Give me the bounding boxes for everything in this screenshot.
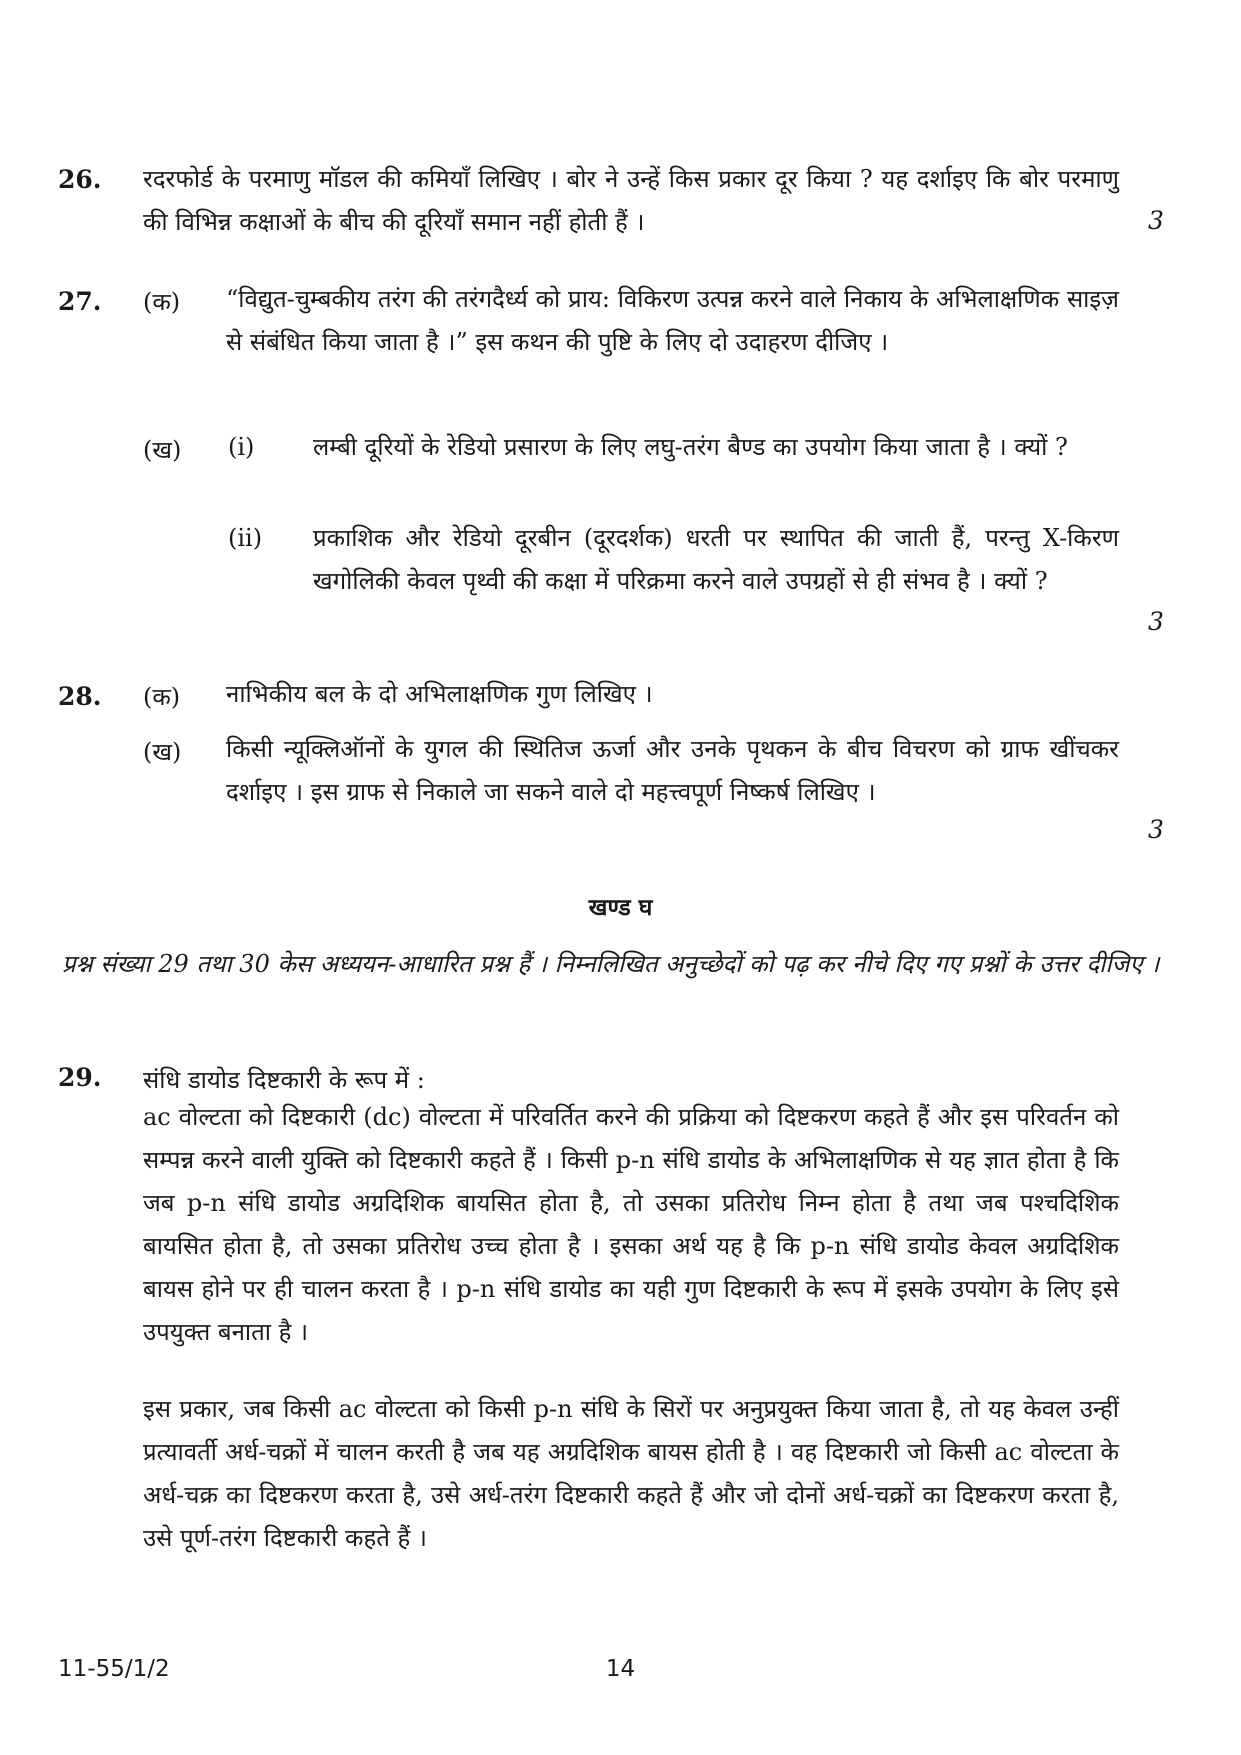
question-number-27: 27. xyxy=(58,287,102,316)
question-28a-text: नाभिकीय बल के दो अभिलाक्षणिक गुण लिखिए । xyxy=(226,680,653,708)
question-27b-i-label: (i) xyxy=(228,433,255,461)
question-27b-label: (ख) xyxy=(143,436,182,464)
question-27a-text: “विद्युत-चुम्बकीय तरंग की तरंगदैर्ध्य को प्राय: विकिरण उत्पन्न करने वाले निकाय के अभिलाक्षणिक साइज़ से संबंधित किया जाता है ।” इस कथन की पुष्टि के लिए दो उदाहरण दीजिए । xyxy=(226,285,1119,356)
question-27b-ii-label: (ii) xyxy=(228,524,263,552)
question-27b-ii-text: प्रकाशिक और रेडियो दूरबीन (दूरदर्शक) धरती पर स्थापित की जाती हैं, परन्तु X-किरण खगोलिकी केवल पृथ्वी की कक्षा में परिक्रमा करने वाले उपग्रहों से ही संभव है । क्यों ? xyxy=(313,524,1119,595)
question-27-marks: 3 xyxy=(1148,607,1164,636)
question-29-title: संधि डायोड दिष्टकारी के रूप में : xyxy=(143,1066,425,1094)
page-number: 14 xyxy=(605,1656,636,1682)
question-28b-text: किसी न्यूक्लिऑनों के युगल की स्थितिज ऊर्जा और उनके पृथकन के बीच विचरण को ग्राफ खींचकर दर्शाइए । इस ग्राफ से निकाले जा सकने वाले दो महत्त्वपूर्ण निष्कर्ष लिखिए । xyxy=(226,735,1119,806)
question-number-29: 29. xyxy=(58,1063,102,1092)
question-28b-label: (ख) xyxy=(143,738,182,766)
question-28a-label: (क) xyxy=(143,683,181,711)
question-27a-label: (क) xyxy=(143,288,181,316)
question-number-28: 28. xyxy=(58,682,102,711)
question-number-26: 26. xyxy=(58,165,102,194)
paper-code: 11-55/1/2 xyxy=(58,1656,170,1682)
section-instruction: प्रश्न संख्या 29 तथा 30 केस अध्ययन-आधारित प्रश्न हैं । निम्नलिखित अनुच्छेदों को पढ़ कर नीचे दिए गए प्रश्नों के उत्तर दीजिए । xyxy=(62,950,1160,978)
question-27b-i-text: लम्बी दूरियों के रेडियो प्रसारण के लिए लघु-तरंग बैण्ड का उपयोग किया जाता है । क्यों ? xyxy=(313,433,1068,461)
question-26-text: रदरफोर्ड के परमाणु मॉडल की कमियाँ लिखिए । बोर ने उन्हें किस प्रकार दूर किया ? यह दर्शाइए कि बोर परमाणु की विभिन्न कक्षाओं के बीच की दूरियाँ समान नहीं होती हैं । xyxy=(143,165,1119,236)
question-29-paragraph-2: इस प्रकार, जब किसी ac वोल्टता को किसी p-n संधि के सिरों पर अनुप्रयुक्त किया जाता है, तो यह केवल उन्हीं प्रत्यावर्ती अर्ध-चक्रों में चालन करती है जब यह अग्रदिशिक बायस होती है । वह दिष्टकारी जो किसी ac वोल्टता के अर्ध-चक्र का दिष्टकरण करता है, उसे अर्ध-तरंग दिष्टकारी कहते हैं और जो दोनों अर्ध-चक्रों का दिष्टकरण करता है, उसे पूर्ण-तरंग दिष्टकारी कहते हैं । xyxy=(143,1395,1120,1552)
section-heading: खण्ड घ xyxy=(588,894,653,921)
question-29-paragraph-1: ac वोल्टता को दिष्टकारी (dc) वोल्टता में परिवर्तित करने की प्रक्रिया को दिष्टकरण कहते हैं और इस परिवर्तन को सम्पन्न करने वाली युक्ति को दिष्टकारी कहते हैं । किसी p-n संधि डायोड के अभिलाक्षणिक से यह ज्ञात होता है कि जब p-n संधि डायोड अग्रदिशिक बायसित होता है, तो उसका प्रतिरोध निम्न होता है तथा जब पश्चदिशिक बायसित होता है, तो उसका प्रतिरोध उच्च होता है । इसका अर्थ यह है कि p-n संधि डायोड केवल अग्रदिशिक बायस होने पर ही चालन करता है । p-n संधि डायोड का यही गुण दिष्टकारी के रूप में इसके उपयोग के लिए इसे उपयुक्त बनाता है । xyxy=(143,1103,1119,1346)
question-26-marks: 3 xyxy=(1148,206,1164,235)
question-28-marks: 3 xyxy=(1148,815,1164,844)
